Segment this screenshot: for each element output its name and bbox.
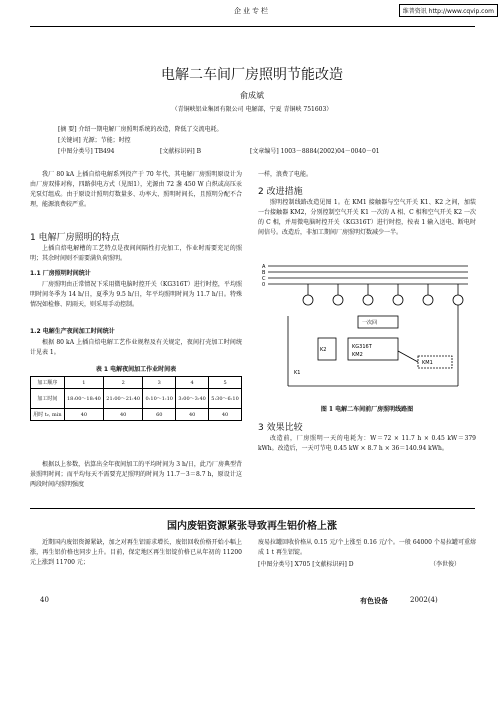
table-cell: 3:00～3:40 [176, 389, 209, 409]
switch-k1-label: K1 [294, 370, 301, 376]
right-continuation: 一样，浪费了电能。 [258, 171, 313, 178]
table-cell: 60 [143, 409, 176, 421]
news-separator [30, 508, 475, 509]
table-cell: 1 [64, 377, 103, 389]
news-right-text: 废易拉罐回收价格从 0.15 元/个上涨至 0.16 元/个。一般 64000 个易拉罐可重熔成 1 t 再生铝锭。 [258, 539, 476, 556]
section-1-heading: 1 电解厂房照明的特点 [30, 233, 120, 243]
after-table-text: 根据以上参数，估算出全年夜间加工的平均时间为 3 h/日，此乃厂房典型背景照明时间；而平均每天不需要充足照明的时间为 11.7－3＝8.7 h，原设计这两段时间内照明强度 [30, 461, 242, 488]
news-left-text: 近期国内废铝资源紧缺，加之对再生铝需求增长，废铝回收价格开始小幅上涨，再生铝价格也同步上升。目前，保定地区再生铝锭价格已从年初的 11200 元上涨到 11700 元； [30, 539, 242, 566]
phase-label-a: A [262, 264, 266, 270]
table-cell: 40 [104, 409, 143, 421]
news-title: 国内废铝资源紧张导致再生铝价格上涨 [167, 521, 337, 532]
class-number: [中图分类号] TB494 [58, 148, 115, 155]
journal-name: 有色设备 [360, 597, 388, 605]
section-3-text: 改造前，厂房照明一天的电耗为：W＝72 × 11.7 h × 0.45 kW＝379 kWh。改造后，一天可节电 0.45 kW × 8.7 h × 36＝140.94 kWh。 [258, 435, 476, 452]
affiliation: （青铜峡铝业集团有限公司 电解部，宁夏 青铜峡 751603） [171, 106, 333, 113]
author: 俞成斌 [240, 91, 264, 100]
section-1-2-heading: 1.2 电解生产夜间加工时间统计 [30, 328, 115, 335]
table-cell: 18:00～18:40 [64, 389, 103, 409]
phase-label-c: C [262, 276, 266, 282]
table-cell: 用时 t₂, min [31, 409, 65, 421]
page-number: 40 [40, 596, 49, 604]
table-row [31, 409, 242, 421]
table-cell: 40 [176, 409, 209, 421]
table-cell: 4 [176, 377, 209, 389]
table-title: 表 1 电解夜间加工作业时间表 [95, 366, 177, 373]
table-row [31, 377, 242, 389]
contactor-km1-label: KM1 [422, 360, 433, 366]
section-1-2-text: 根据 80 kA 上插自焙电解工艺作业规程及有关规定，夜间打壳加工时间统计见表 1。 [30, 339, 242, 356]
watermark-link[interactable]: 维普资讯 http://www.cqvip.com [399, 4, 498, 17]
abstract: [摘 要] 介绍一期电解厂房照明系统的改造，降低了交流电耗。 [58, 126, 223, 133]
circuit-label: 一次回 [362, 320, 378, 326]
table-cell: 加工时间 [31, 389, 65, 409]
doc-code: [文献标识码] B [160, 148, 201, 155]
figure-caption: 图 1 电解二车间前厂房照明线路图 [320, 406, 414, 413]
table-row [31, 389, 242, 409]
table-cell: 加工顺序 [31, 377, 65, 389]
table-cell: 40 [64, 409, 103, 421]
neutral-label: 0 [262, 282, 266, 288]
section-1-1-text: 厂房照明由正常情况下采用微电脑时控开关（KG316T）进行时控，平均照明时间冬季为 14 h/日，夏季为 9.5 h/日，年平均照明时间为 11.7 h/日。特殊情况如检修、阴雨天，则采用手动控制。 [30, 281, 242, 308]
intro-paragraph: 我厂 80 kA 上插自焙电解系列投产于 70 年代，其电解厂房照明原设计为由厂房双排对称，四路供电方式（见图1），光源由 72 盏 450 W 白炽或高压汞光泵灯组成。由于原设计照明灯数量多、功率大、照明时间长，且照明分配不合理，能源浪费较严重。 [30, 171, 242, 208]
work-time-table [30, 376, 242, 421]
switch-k2-label: K2 [320, 347, 327, 353]
section-3-heading: 3 效果比较 [258, 423, 303, 433]
contactor-km2-label: KM2 [352, 352, 363, 358]
journal-issue: 2002(4) [410, 596, 438, 604]
timer-label: KG316T [352, 344, 372, 350]
news-class-line: [中图分类号] X705 [文献标识码] D [258, 561, 354, 568]
news-editor: （李世俊） [430, 561, 461, 568]
table-cell: 21:00～21:40 [104, 389, 143, 409]
table-cell: 5 [209, 377, 242, 389]
table-cell: 5:30～6:10 [209, 389, 242, 409]
table-cell: 3 [143, 377, 176, 389]
section-2-heading: 2 改进措施 [258, 187, 303, 197]
article-title: 电解二车间厂房照明节能改造 [161, 67, 343, 83]
header-rule [30, 26, 475, 27]
table-cell: 0:10～1:10 [143, 389, 176, 409]
article-number: [文章编号] 1003－8884(2002)04－0040－01 [250, 148, 380, 155]
table-cell: 40 [209, 409, 242, 421]
section-1-text: 上插自焙电解槽的工艺特点是夜间间隔性打壳加工，作业时需要充足的照明；其余时间则不需要满负荷照明。 [30, 245, 242, 262]
phase-label-b: B [262, 270, 266, 276]
wiring-diagram [258, 256, 478, 396]
section-1-1-heading: 1.1 厂房照明时间统计 [30, 270, 91, 277]
section-2-text: 照明控制线路改造见图 1。在 KM1 接触器与空气开关 K1、K2 之间，加装一台接触器 KM2，分别控制空气开关 K1 一次的 A 相、C 相和空气开关 K2 一次的 C 相，并用微电脑时控开关（KG316T）进行时控，按表 1 输入送电、断电时间信号。改造后，非加工期间厂房照明灯数减少一半。 [258, 199, 476, 236]
column-header: 企业专栏 [234, 7, 270, 15]
table-cell: 2 [104, 377, 143, 389]
keywords: [关键词] 光源；节能；时控 [58, 137, 131, 144]
